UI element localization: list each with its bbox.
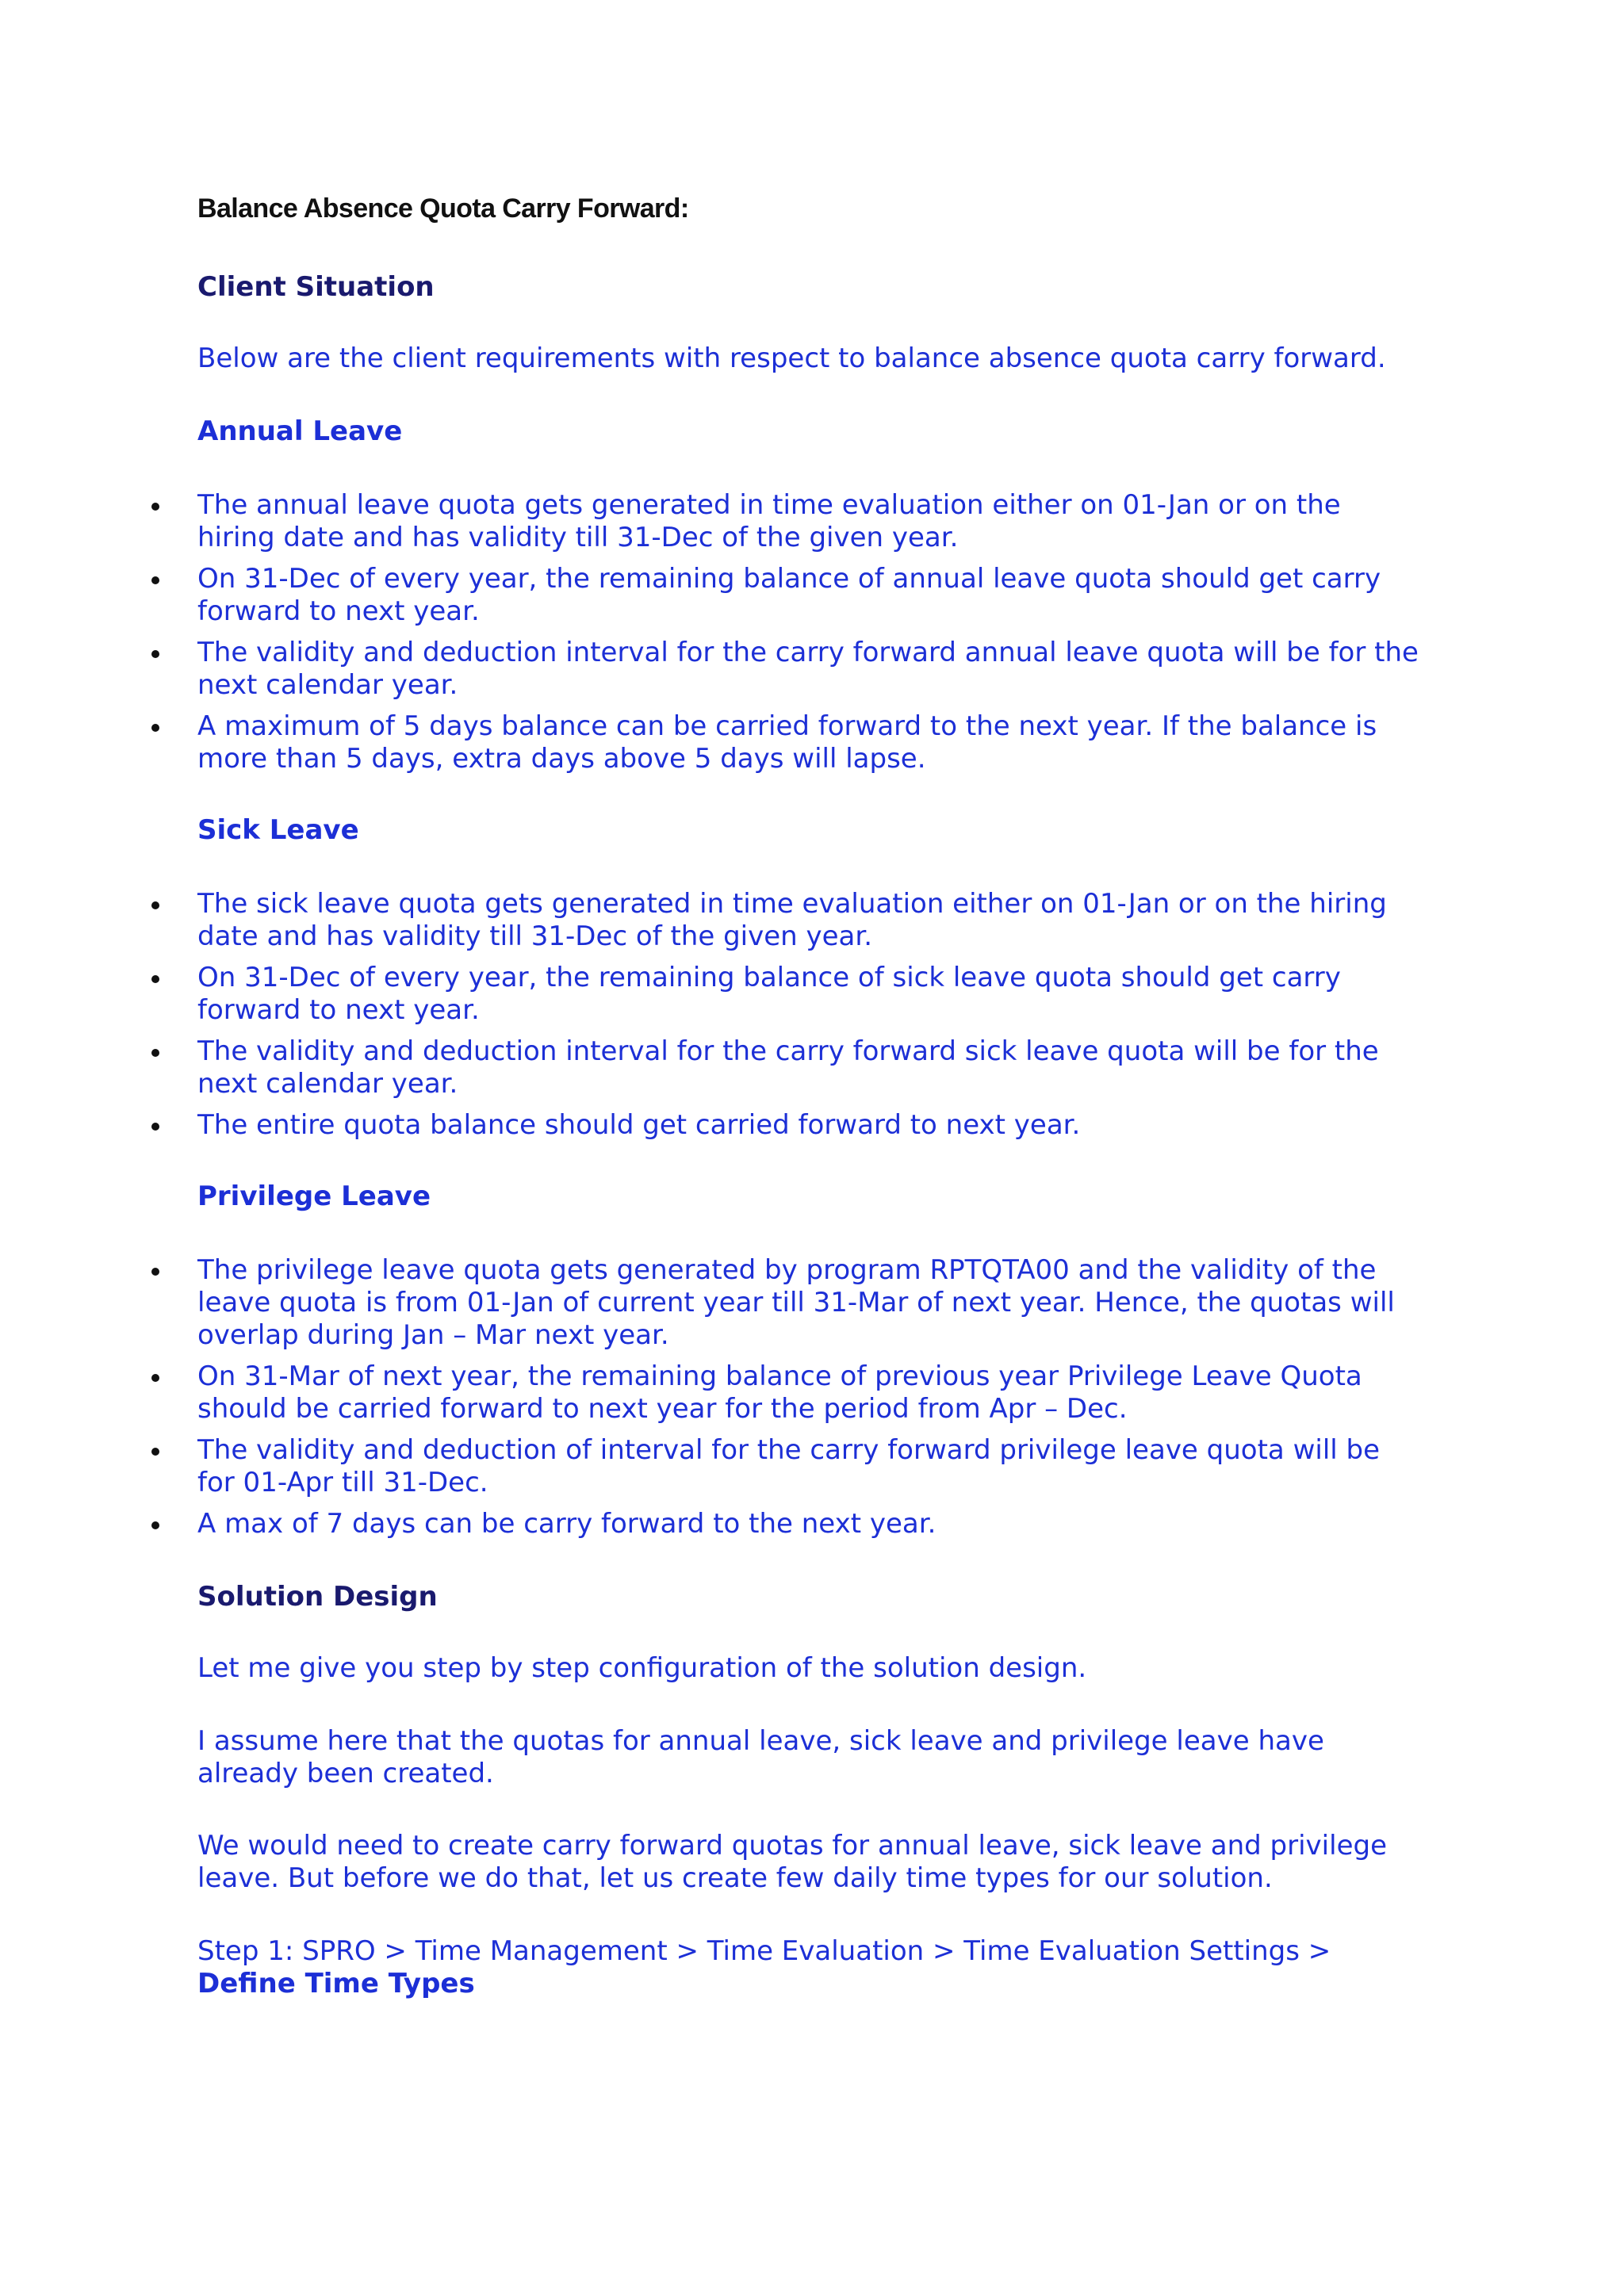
heading-privilege-leave: Privilege Leave [197,1181,431,1212]
sick-leave-list [197,888,1419,1150]
document-title: Balance Absence Quota Carry Forward: [197,193,689,224]
list-item: The validity and deduction interval for the carry forward annual leave quota will be for the next calendar year. [197,637,1419,702]
list-item: The validity and deduction interval for the carry forward sick leave quota will be for the next calendar year. [197,1035,1419,1100]
bullet-icon [151,1268,159,1276]
bullet-icon [151,1049,159,1057]
privilege-leave-list [197,1254,1419,1549]
list-item: On 31-Mar of next year, the remaining balance of previous year Privilege Leave Quota should be carried forward to next year for the period from Apr – Dec. [197,1360,1419,1425]
solution-design-p1: Let me give you step by step configuration of the solution design. [197,1652,1087,1684]
bullet-icon [151,576,159,584]
bullet-icon [151,975,159,983]
bullet-icon [151,1448,159,1456]
step-1-path: Step 1: SPRO > Time Management > Time Evaluation > Time Evaluation Settings > [197,1935,1331,1967]
heading-annual-leave: Annual Leave [197,415,403,447]
heading-solution-design: Solution Design [197,1581,438,1613]
annual-leave-list [197,489,1419,784]
step-1-target: Define Time Types [197,1968,475,1999]
bullet-icon [151,724,159,732]
heading-sick-leave: Sick Leave [197,814,359,846]
list-item: A maximum of 5 days balance can be carried forward to the next year. If the balance is more than 5 days, extra days above 5 days will lapse. [197,710,1419,775]
bullet-icon [151,1521,159,1529]
solution-design-p3: We would need to create carry forward quotas for annual leave, sick leave and privilege leave. But before we do that, let us create few daily time types for our solution. [197,1830,1387,1894]
bullet-icon [151,1374,159,1382]
list-item: The privilege leave quota gets generated by program RPTQTA00 and the validity of the leave quota is from 01-Jan of current year till 31-Mar of next year. Hence, the quotas will overlap during Jan – Mar next year. [197,1254,1419,1352]
list-item: The entire quota balance should get carried forward to next year. [197,1109,1419,1142]
list-item: A max of 7 days can be carry forward to the next year. [197,1508,1419,1540]
solution-design-p2: I assume here that the quotas for annual leave, sick leave and privilege leave have already been created. [197,1725,1324,1789]
list-item: The validity and deduction of interval for the carry forward privilege leave quota will be for 01-Apr till 31-Dec. [197,1434,1419,1499]
step-1 [197,1935,1419,2000]
bullet-icon [151,503,159,511]
list-item: On 31-Dec of every year, the remaining balance of sick leave quota should get carry forward to next year. [197,962,1419,1027]
list-item: The sick leave quota gets generated in time evaluation either on 01-Jan or on the hiring date and has validity till 31-Dec of the given year. [197,888,1419,953]
heading-client-situation: Client Situation [197,271,435,303]
bullet-icon [151,901,159,909]
bullet-icon [151,1123,159,1131]
client-situation-intro: Below are the client requirements with respect to balance absence quota carry forward. [197,342,1386,374]
bullet-icon [151,650,159,658]
list-item: On 31-Dec of every year, the remaining balance of annual leave quota should get carry forward to next year. [197,563,1419,628]
list-item: The annual leave quota gets generated in time evaluation either on 01-Jan or on the hiring date and has validity till 31-Dec of the given year. [197,489,1419,554]
